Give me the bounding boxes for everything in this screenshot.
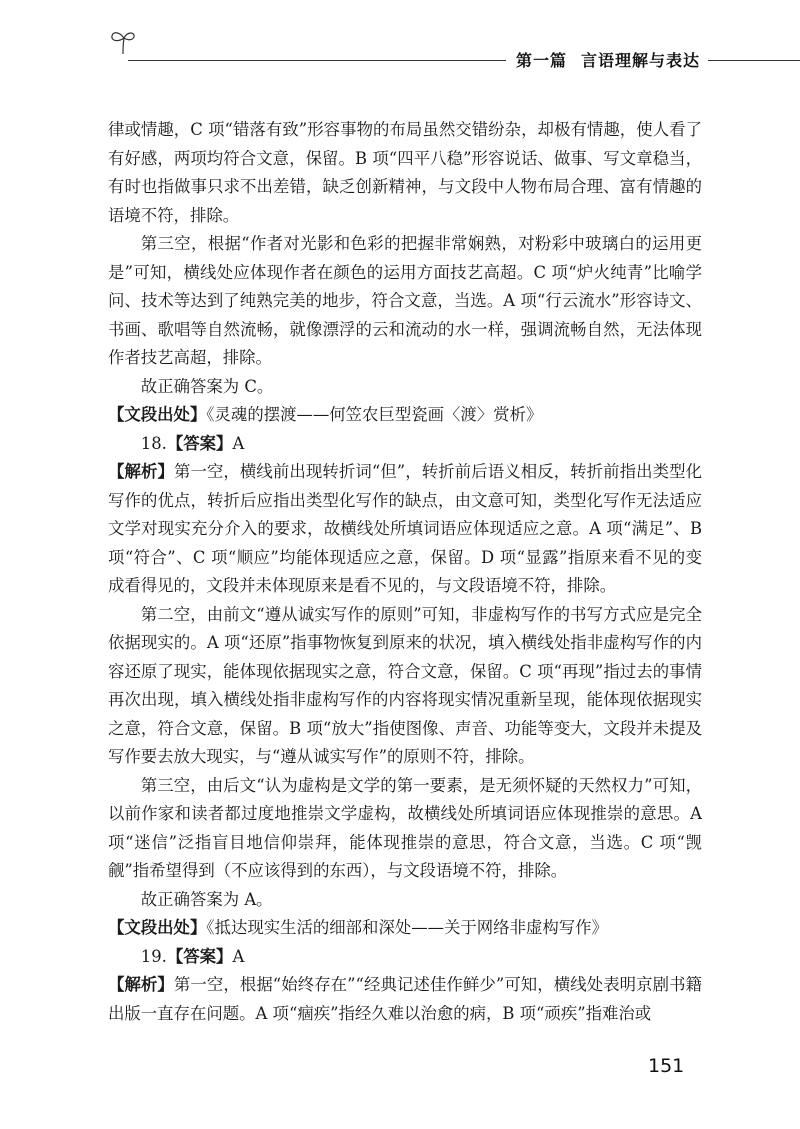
analysis-label: 【解析】 [108, 975, 174, 994]
question-number: 18. [140, 433, 167, 453]
body-text [108, 116, 702, 1028]
paragraph-text: 第一空，横线前出现转折词“但”，转折前后语义相反，转折前指出类型化写作的优点，转折后应指出类型化写作的缺点，由文意可知，类型化写作无法适应文学对现实充分介入的要求，故横线处所填词语应体现适应之意。A 项“满足”、B 项“符合”、C 项“顺应”均能体现适应之意，保留。D 项“显露”指原来看不见的变成看得见的，文段并未体现原来是看不见的，与文段语境不符，排除。 [108, 462, 703, 595]
answer-line [108, 886, 702, 915]
sprout-icon [108, 26, 138, 56]
source-label: 【文段出处】 [108, 918, 207, 937]
paragraph [108, 230, 702, 373]
question-answer-line [108, 430, 702, 459]
question-number: 19. [140, 946, 167, 966]
paragraph-text: 第一空，根据“始终存在”“经典记述佳作鲜少”可知，横线处表明京剧书籍出版一直存在问题。A 项“痼疾”指经久难以治愈的病，B 项“顽疾”指难治或 [108, 975, 702, 1023]
header-section-title: 言语理解与表达 [581, 51, 701, 70]
header-rule-right [708, 60, 800, 61]
header-part: 第一篇 [516, 51, 568, 70]
page-number: 151 [648, 1055, 685, 1077]
answer-label: 【答案】 [166, 433, 233, 453]
page-header [0, 0, 800, 80]
paragraph-text: 第三空，由后文“认为虚构是文学的第一要素，是无须怀疑的天然权力”可知，以前作家和读者都过度地推崇文学虚构，故横线处所填词语应体现推崇的意思。A 项“迷信”泛指盲目地信仰崇拜，能体现推崇的意思，符合文意，当选。C 项“觊觎”指希望得到（不应该得到的东西），与文段语境不符，排除。 [108, 775, 702, 880]
analysis-paragraph [108, 971, 702, 1028]
header-rule-left [128, 60, 506, 61]
paragraph-text: 第二空，由前文“遵从诚实写作的原则”可知，非虚构写作的书写方式应是完全依据现实的。A 项“还原”指事物恢复到原来的状况，填入横线处指非虚构写作的内容还原了现实，能体现依据现实之意，符合文意，保留。C 项“再现”指过去的事情再次出现，填入横线处指非虚构写作的内容将现实情况重新呈现，能体现依据现实之意，符合文意，保留。B 项“放大”指使图像、声音、功能等变大，文段并未提及写作要去放大现实，与“遵从诚实写作”的原则不符，排除。 [108, 604, 702, 766]
paragraph-text: 故正确答案为 C。 [140, 376, 274, 396]
running-header [516, 48, 700, 71]
analysis-paragraph [108, 458, 702, 601]
paragraph-text: 故正确答案为 A。 [140, 889, 273, 909]
paragraph-text: 律或情趣，C 项“错落有致”形容事物的布局虽然交错纷杂，却极有情趣，使人看了有好感，两项均符合文意，保留。B 项“四平八稳”形容说话、做事、写文章稳当，有时也指做事只求不出差错，缺乏创新精神，与文段中人物布局合理、富有情趣的语境不符，排除。 [108, 120, 702, 225]
question-answer-line [108, 943, 702, 972]
source-label: 【文段出处】 [108, 405, 207, 424]
answer-label: 【答案】 [166, 946, 233, 966]
source-title: 《灵魂的摆渡——何笠农巨型瓷画〈渡〉赏析》 [206, 405, 543, 424]
paragraph [108, 601, 702, 772]
answer-value: A [232, 433, 245, 453]
source-line [108, 914, 702, 943]
source-title: 《抵达现实生活的细部和深处——关于网络非虚构写作》 [206, 918, 608, 937]
answer-line [108, 373, 702, 402]
paragraph [108, 772, 702, 886]
answer-value: A [232, 946, 245, 966]
paragraph [108, 116, 702, 230]
source-line [108, 401, 702, 430]
paragraph-text: 第三空，根据“作者对光影和色彩的把握非常娴熟，对粉彩中玻璃白的运用更是”可知，横线处应体现作者在颜色的运用方面技艺高超。C 项“炉火纯青”比喻学问、技术等达到了纯熟完美的地步，符合文意，当选。A 项“行云流水”形容诗文、书画、歌唱等自然流畅，就像漂浮的云和流动的水一样，强调流畅自然，无法体现作者技艺高超，排除。 [108, 234, 702, 367]
analysis-label: 【解析】 [108, 462, 174, 481]
